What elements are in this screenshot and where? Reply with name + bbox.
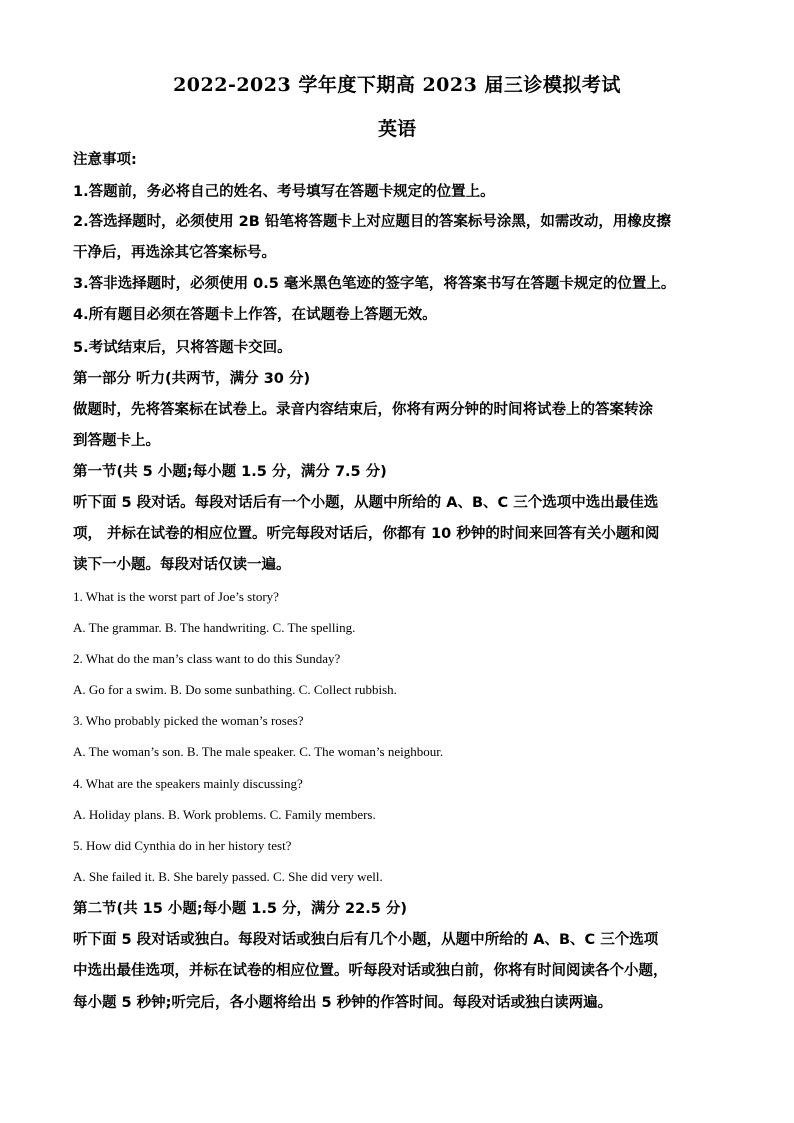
- question-options: A. The woman’s son. B. The male speaker. C. The woman’s neighbour.: [73, 744, 444, 759]
- part1-intro-line: 到答题卡上。: [73, 433, 160, 449]
- question-stem: 5. How did Cynthia do in her history test?: [73, 838, 292, 853]
- subject-title: 英语: [377, 118, 416, 140]
- note-line: 1.答题前，务必将自己的姓名、考号填写在答题卡规定的位置上。: [73, 184, 495, 200]
- exam-title: 2022-2023 学年度下期高 2023 届三诊模拟考试: [173, 74, 621, 96]
- question-options: A. Go for a swim. B. Do some sunbathing. C. Collect rubbish.: [73, 682, 397, 697]
- section1-intro-line: 听下面 5 段对话。每段对话后有一个小题，从题中所给的 A、B、C 三个选项中选出最佳选: [73, 495, 659, 511]
- section2-heading: 第二节(共 15 小题;每小题 1.5 分，满分 22.5 分): [73, 901, 407, 917]
- notes-heading: 注意事项:: [73, 152, 137, 168]
- question-options: A. Holiday plans. B. Work problems. C. Family members.: [73, 807, 376, 822]
- part1-intro-line: 做题时，先将答案标在试卷上。录音内容结束后，你将有两分钟的时间将试卷上的答案转涂: [73, 402, 653, 418]
- note-line: 2.答选择题时，必须使用 2B 铅笔将答题卡上对应题目的答案标号涂黑，如需改动，用橡皮擦: [73, 214, 671, 230]
- note-line: 干净后，再选涂其它答案标号。: [73, 245, 276, 261]
- note-line: 3.答非选择题时，必须使用 0.5 毫米黑色笔迹的签字笔，将答案书写在答题卡规定的位置上。: [73, 276, 676, 292]
- section2-intro-line: 听下面 5 段对话或独白。每段对话或独白后有几个小题，从题中所给的 A、B、C 三个选项: [73, 932, 659, 948]
- question-options: A. The grammar. B. The handwriting. C. The spelling.: [73, 620, 356, 635]
- section1-heading: 第一节(共 5 小题;每小题 1.5 分，满分 7.5 分): [73, 464, 387, 480]
- question-stem: 4. What are the speakers mainly discussing?: [73, 776, 303, 791]
- section2-intro-line: 中选出最佳选项，并标在试卷的相应位置。听每段对话或独白前，你将有时间阅读各个小题，: [73, 963, 668, 979]
- note-line: 4.所有题目必须在答题卡上作答，在试题卷上答题无效。: [73, 307, 437, 323]
- section1-intro-line: 读下一小题。每段对话仅读一遍。: [73, 557, 291, 573]
- note-line: 5.考试结束后，只将答题卡交回。: [73, 340, 292, 356]
- question-stem: 3. Who probably picked the woman’s roses?: [73, 713, 304, 728]
- section2-intro-line: 每小题 5 秒钟;听完后，各小题将给出 5 秒钟的作答时间。每段对话或独白读两遍。: [73, 995, 613, 1011]
- question-stem: 1. What is the worst part of Joe’s story?: [73, 589, 279, 604]
- section1-intro-line: 项， 并标在试卷的相应位置。听完每段对话后，你都有 10 秒钟的时间来回答有关小题和阅: [73, 526, 660, 542]
- question-stem: 2. What do the man’s class want to do this Sunday?: [73, 651, 341, 666]
- question-options: A. She failed it. B. She barely passed. C. She did very well.: [73, 869, 383, 884]
- part1-heading: 第一部分 听力(共两节，满分 30 分): [73, 371, 311, 387]
